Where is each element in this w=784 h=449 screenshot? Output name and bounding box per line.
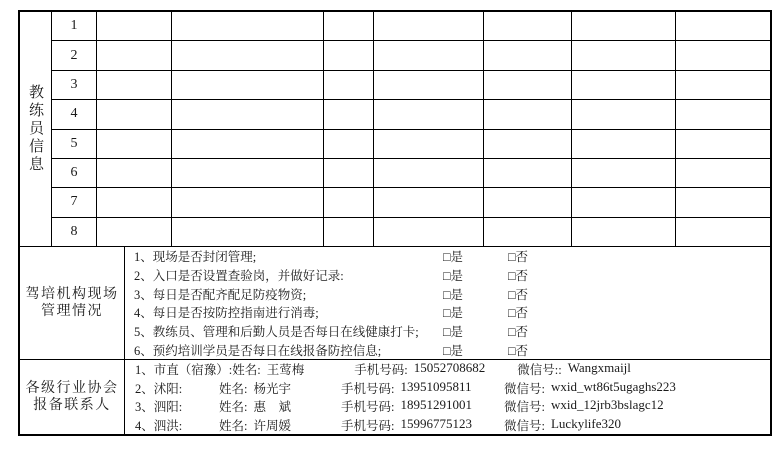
contact-name: 王莺梅	[266, 363, 305, 378]
contact-place: 1、市直（宿豫）:	[135, 363, 233, 378]
coach-row-number: 4	[52, 100, 97, 128]
yes-checkbox[interactable]: □是	[443, 306, 464, 321]
contact-wechat: Wangxmaijl	[567, 360, 631, 376]
contact-phone-group	[341, 397, 504, 415]
coach-empty-cell	[324, 100, 374, 128]
coach-row-number: 6	[52, 159, 97, 187]
coach-empty-cell	[484, 218, 572, 246]
contact-row	[135, 360, 770, 379]
contact-phone: 15052708682	[413, 360, 486, 376]
contact-wechat-group	[517, 360, 631, 378]
yes-checkbox[interactable]: □是	[443, 343, 464, 358]
coach-table-row	[52, 12, 770, 41]
site-management-section	[20, 246, 770, 360]
contact-place: 2、沭阳:	[135, 381, 183, 396]
coach-table-row	[52, 188, 770, 217]
no-checkbox[interactable]: □否	[508, 268, 529, 283]
checklist-item-text: 3、每日是否配齐配足防疫物资;	[134, 287, 307, 302]
coach-empty-cell	[676, 41, 770, 69]
coach-empty-cell	[484, 130, 572, 158]
coach-row-number: 5	[52, 130, 97, 158]
contact-name-group	[219, 416, 341, 434]
coach-empty-cell	[97, 100, 172, 128]
coach-empty-cell	[97, 130, 172, 158]
coach-table-row	[52, 130, 770, 159]
contact-name-group	[219, 379, 341, 397]
coach-empty-cell	[484, 100, 572, 128]
coach-empty-cell	[572, 188, 676, 216]
coach-empty-cell	[172, 188, 324, 216]
coach-empty-cell	[172, 130, 324, 158]
coach-empty-cell	[676, 159, 770, 187]
contact-wechat-group	[504, 379, 676, 397]
coach-info-section	[20, 12, 770, 246]
coach-empty-cell	[374, 188, 484, 216]
coach-empty-cell	[572, 71, 676, 99]
coach-section-label: 教练员信息	[27, 84, 43, 174]
contact-wechat-group	[504, 416, 621, 434]
contact-name-group	[232, 360, 354, 378]
coach-empty-cell	[572, 12, 676, 40]
coach-table-row	[52, 71, 770, 100]
name-label: 姓名:	[219, 400, 248, 415]
yes-checkbox[interactable]: □是	[443, 287, 464, 302]
contact-section-label-cell	[20, 360, 125, 434]
coach-empty-cell	[97, 188, 172, 216]
checklist-item-text: 2、入口是否设置查验岗，并做好记录:	[134, 268, 344, 283]
coach-empty-cell	[324, 188, 374, 216]
contact-phone: 15996775123	[400, 415, 472, 431]
no-checkbox[interactable]: □否	[508, 343, 529, 358]
contact-section-label-line1: 各级行业协会	[25, 381, 119, 396]
coach-empty-cell	[374, 41, 484, 69]
contact-name: 杨光宇	[253, 381, 291, 396]
no-checkbox[interactable]: □否	[508, 287, 529, 302]
coach-empty-cell	[572, 41, 676, 69]
checklist-item	[134, 303, 770, 322]
coach-empty-cell	[676, 71, 770, 99]
checklist-item	[134, 247, 770, 266]
contact-name: 惠 斌	[253, 400, 291, 415]
coach-empty-cell	[97, 41, 172, 69]
phone-label: 手机号码:	[341, 418, 395, 433]
checklist-item-text: 5、教练员、管理和后勤人员是否每日在线健康打卡;	[134, 325, 419, 339]
coach-empty-cell	[324, 71, 374, 99]
coach-row-number: 7	[52, 188, 97, 216]
coach-empty-cell	[374, 130, 484, 158]
no-checkbox[interactable]: □否	[508, 306, 529, 321]
coach-empty-cell	[484, 71, 572, 99]
site-checklist	[125, 247, 770, 359]
coach-empty-cell	[324, 130, 374, 158]
contact-name-group	[219, 397, 341, 415]
phone-label: 手机号码:	[354, 363, 408, 378]
contact-place: 4、泗洪:	[135, 418, 183, 433]
coach-empty-cell	[172, 100, 324, 128]
checklist-item-text: 6、预约培训学员是否每日在线报备防控信息;	[134, 343, 382, 358]
coach-empty-cell	[572, 130, 676, 158]
no-checkbox[interactable]: □否	[508, 250, 529, 265]
coach-empty-cell	[572, 159, 676, 187]
phone-label: 手机号码:	[341, 400, 395, 415]
coach-table-row	[52, 100, 770, 129]
contact-row	[135, 379, 770, 398]
wechat-label: 微信号:	[504, 400, 545, 415]
checklist-item	[134, 284, 770, 303]
coach-empty-cell	[324, 159, 374, 187]
coach-empty-cell	[172, 159, 324, 187]
contact-phone: 13951095811	[400, 378, 472, 394]
wechat-label: 微信号:	[504, 381, 545, 396]
name-label: 姓名:	[219, 418, 248, 433]
checklist-item-text: 4、每日是否按防控指南进行消毒;	[134, 306, 319, 321]
coach-empty-cell	[172, 218, 324, 246]
checklist-item	[134, 340, 770, 359]
coach-empty-cell	[484, 12, 572, 40]
contact-place: 3、泗阳:	[135, 400, 183, 415]
coach-empty-cell	[374, 71, 484, 99]
coach-empty-cell	[676, 100, 770, 128]
coach-empty-cell	[97, 12, 172, 40]
contact-wechat: wxid_12jrb3bslagc12	[550, 397, 664, 413]
site-section-label-line2: 管理情况	[41, 304, 103, 319]
coach-row-number: 1	[52, 12, 97, 40]
association-contacts-section	[20, 360, 770, 434]
contact-wechat-group	[504, 397, 664, 415]
coach-empty-cell	[324, 218, 374, 246]
coach-empty-cell	[97, 71, 172, 99]
coach-empty-cell	[484, 41, 572, 69]
phone-label: 手机号码:	[341, 381, 395, 396]
contact-phone-group	[341, 416, 504, 434]
coach-row-number: 3	[52, 71, 97, 99]
coach-empty-cell	[374, 12, 484, 40]
coach-rows-grid	[52, 12, 770, 246]
coach-table-row	[52, 41, 770, 70]
coach-empty-cell	[97, 218, 172, 246]
wechat-label: 微信号::	[517, 363, 562, 378]
yes-checkbox[interactable]: □是	[443, 268, 464, 283]
coach-empty-cell	[484, 188, 572, 216]
coach-empty-cell	[324, 41, 374, 69]
name-label: 姓名:	[232, 363, 261, 378]
coach-empty-cell	[676, 218, 770, 246]
coach-empty-cell	[676, 12, 770, 40]
coach-empty-cell	[97, 159, 172, 187]
checklist-item	[134, 322, 770, 341]
contact-phone: 18951291001	[400, 397, 472, 413]
checklist-item-text: 1、现场是否封闭管理;	[134, 250, 257, 265]
contact-row	[135, 416, 770, 435]
coach-empty-cell	[676, 130, 770, 158]
yes-checkbox[interactable]: □是	[443, 325, 464, 339]
contact-row	[135, 397, 770, 416]
coach-empty-cell	[172, 41, 324, 69]
coach-empty-cell	[572, 218, 676, 246]
coach-empty-cell	[324, 12, 374, 40]
contact-wechat: wxid_wt86t5ugaghs223	[550, 378, 676, 394]
coach-table-row	[52, 159, 770, 188]
name-label: 姓名:	[219, 381, 248, 396]
coach-empty-cell	[374, 159, 484, 187]
no-checkbox[interactable]: □否	[508, 325, 529, 339]
yes-checkbox[interactable]: □是	[443, 250, 464, 265]
site-section-label-cell	[20, 247, 125, 359]
coach-empty-cell	[572, 100, 676, 128]
coach-empty-cell	[676, 188, 770, 216]
site-section-label-line1: 驾培机构现场	[25, 287, 119, 302]
checklist-item	[134, 266, 770, 285]
coach-empty-cell	[374, 218, 484, 246]
contact-name: 许周媛	[253, 418, 291, 433]
contact-wechat: Luckylife320	[550, 415, 622, 431]
contact-rows	[125, 360, 770, 434]
coach-empty-cell	[484, 159, 572, 187]
coach-section-label-cell	[20, 12, 52, 246]
coach-empty-cell	[172, 12, 324, 40]
coach-empty-cell	[374, 100, 484, 128]
coach-empty-cell	[172, 71, 324, 99]
contact-phone-group	[354, 360, 517, 378]
coach-row-number: 8	[52, 218, 97, 246]
covid-report-form-table	[18, 10, 772, 436]
coach-row-number: 2	[52, 41, 97, 69]
contact-phone-group	[341, 379, 504, 397]
coach-table-row	[52, 218, 770, 246]
contact-section-label-line2: 报备联系人	[33, 398, 111, 413]
wechat-label: 微信号:	[504, 418, 545, 433]
